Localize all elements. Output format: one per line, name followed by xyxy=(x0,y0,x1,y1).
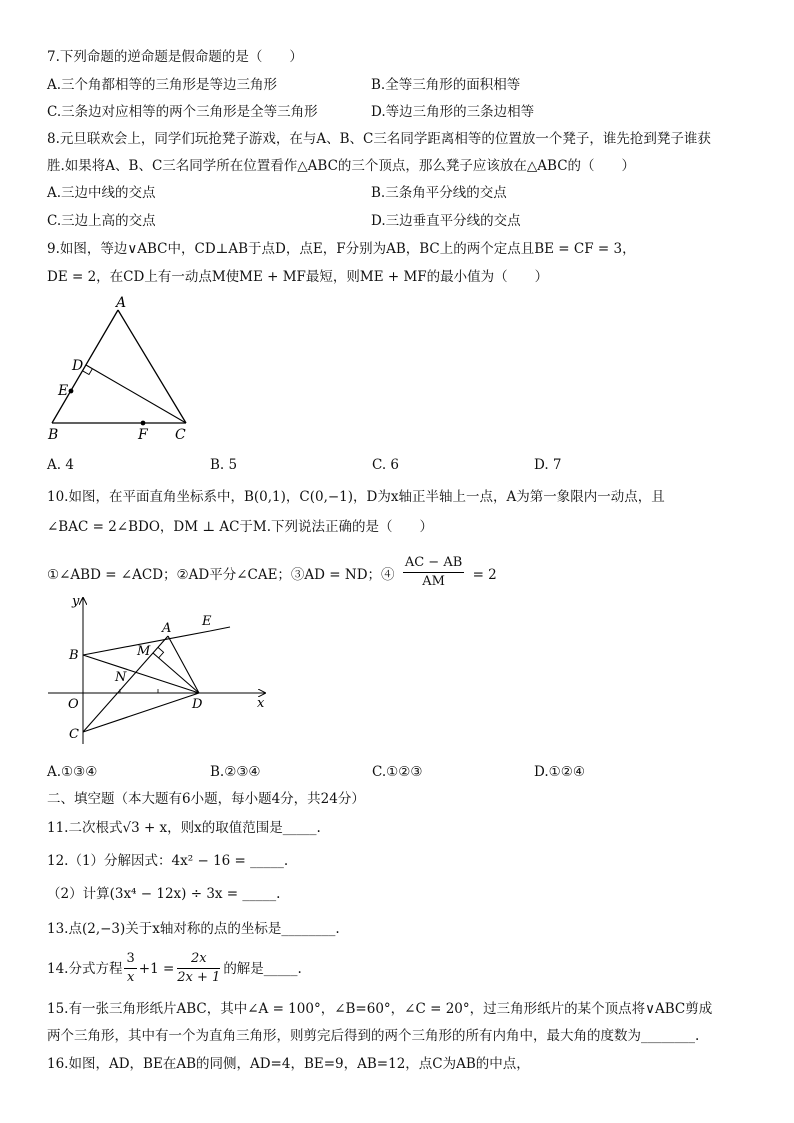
q10-option-c: C.①②③ xyxy=(372,764,423,780)
label-x: x xyxy=(257,696,265,711)
q7-option-c: C.三条边对应相等的两个三角形是全等三角形 xyxy=(47,104,318,120)
side-ab xyxy=(52,310,118,423)
q9-stem-line2: DE = 2，在CD上有一动点M使ME + MF最短，则ME + MF的最小值为（ ） xyxy=(47,269,549,285)
q9-triangle-figure xyxy=(40,292,200,442)
q8-option-d: D.三边垂直平分线的交点 xyxy=(371,213,521,229)
q10-claims-text: ①∠ABD = ∠ACD；②AD平分∠CAE；③AD = ND；④ xyxy=(47,567,395,583)
label-d: D xyxy=(72,358,84,374)
q14-fraction-right-num: 2x xyxy=(177,950,220,969)
label-c: C xyxy=(175,427,186,442)
q9-option-a: A. 4 xyxy=(47,457,74,473)
q10-claims xyxy=(47,557,497,594)
point-e xyxy=(69,389,74,394)
q7-option-b: B.全等三角形的面积相等 xyxy=(371,77,521,93)
q8-stem-line2: 胜.如果将A、B、C三名同学所在位置看作△ABC的三个顶点，那么凳子应该放在△ABC的（ ） xyxy=(47,158,636,174)
q14-fraction-right-den: 2x + 1 xyxy=(177,970,221,985)
label-a: A xyxy=(116,295,127,311)
q15-line1: 15.有一张三角形纸片ABC，其中∠A = 100°，∠B=60°，∠C = 20°，过三角形纸片的某个顶点将∨ABC剪成 xyxy=(47,1001,713,1017)
label-b: B xyxy=(48,427,59,442)
label-d: D xyxy=(192,697,203,712)
q7-stem: 7.下列命题的逆命题是假命题的是（ ） xyxy=(47,49,303,65)
label-c: C xyxy=(69,727,79,742)
q14-prefix: 14.分式方程 xyxy=(47,960,123,977)
q12-part2: （2）计算(3x⁴ − 12x) ÷ 3x = _____. xyxy=(47,886,281,902)
ray-be-extension xyxy=(210,627,230,631)
segment-md xyxy=(153,653,199,693)
q14-fraction-left-num: 3 xyxy=(124,950,136,969)
label-n: N xyxy=(115,670,127,685)
q8-option-b: B.三条角平分线的交点 xyxy=(371,185,507,201)
q11: 11.二次根式√3 + x，则x的取值范围是_____. xyxy=(47,820,321,836)
q10-fraction-denominator: AM xyxy=(422,574,445,589)
label-b: B xyxy=(69,648,79,663)
side-ac xyxy=(118,310,186,423)
segment-cd xyxy=(86,365,186,423)
q9-option-c: C. 6 xyxy=(372,457,400,473)
q10-fraction-equals: = 2 xyxy=(472,567,497,583)
q14-fraction-left xyxy=(124,950,136,987)
q10-fraction xyxy=(403,554,464,591)
label-y: y xyxy=(72,594,80,609)
label-e: E xyxy=(58,383,69,399)
q9-option-d: D. 7 xyxy=(534,457,562,473)
q14-middle: +1 = xyxy=(138,960,175,977)
q8-stem-line1: 8.元旦联欢会上，同学们玩抢凳子游戏，在与A、B、C三名同学距离相等的位置放一个凳子，谁先抢到凳子谁获 xyxy=(47,131,711,147)
q13: 13.点(2,−3)关于x轴对称的点的坐标是________. xyxy=(47,921,340,937)
q14-fraction-left-den: x xyxy=(126,970,135,985)
q10-stem-line2: ∠BAC = 2∠BDO，DM ⊥ AC于M.下列说法正确的是（ ） xyxy=(47,519,434,535)
q10-stem-line1: 10.如图，在平面直角坐标系中，B(0,1)，C(0,−1)，D为x轴正半轴上一点，A为第一象限内一动点，且 xyxy=(47,489,665,505)
label-o: O xyxy=(68,697,79,712)
q16: 16.如图，AD，BE在AB的同侧，AD=4，BE=9，AB=12，点C为AB的中点， xyxy=(47,1056,530,1072)
label-a: A xyxy=(162,621,172,636)
q9-stem-line1: 9.如图，等边∨ABC中，CD⊥AB于点D，点E，F分别为AB，BC上的两个定点且BE = CF = 3， xyxy=(47,241,636,257)
q7-option-a: A.三个角都相等的三角形是等边三角形 xyxy=(47,77,278,93)
q10-option-a: A.①③④ xyxy=(47,764,98,780)
q10-option-b: B.②③④ xyxy=(210,764,261,780)
q8-option-c: C.三边上高的交点 xyxy=(47,213,156,229)
label-m: M xyxy=(137,644,151,659)
q7-option-d: D.等边三角形的三条边相等 xyxy=(371,104,535,120)
q12-part1: 12.（1）分解因式：4x² − 16 = _____. xyxy=(47,853,289,869)
q10-coordinate-figure xyxy=(45,592,275,752)
q10-option-d: D.①②④ xyxy=(534,764,585,780)
q14-fraction-right xyxy=(177,950,220,987)
q9-option-b: B. 5 xyxy=(210,457,238,473)
point-f xyxy=(141,421,146,426)
q14 xyxy=(47,950,302,987)
q10-fraction-numerator: AC − AB xyxy=(403,554,464,573)
right-angle-mark xyxy=(158,647,164,658)
section-2-heading: 二、填空题（本大题有6小题，每小题4分，共24分） xyxy=(47,791,365,807)
q8-option-a: A.三边中线的交点 xyxy=(47,185,156,201)
label-f: F xyxy=(138,427,148,442)
label-e: E xyxy=(202,614,212,629)
q15-line2: 两个三角形，其中有一个为直角三角形，则剪完后得到的两个三角形的所有内角中，最大角的度数为________. xyxy=(47,1028,700,1044)
q14-suffix: 的解是_____. xyxy=(223,960,302,977)
